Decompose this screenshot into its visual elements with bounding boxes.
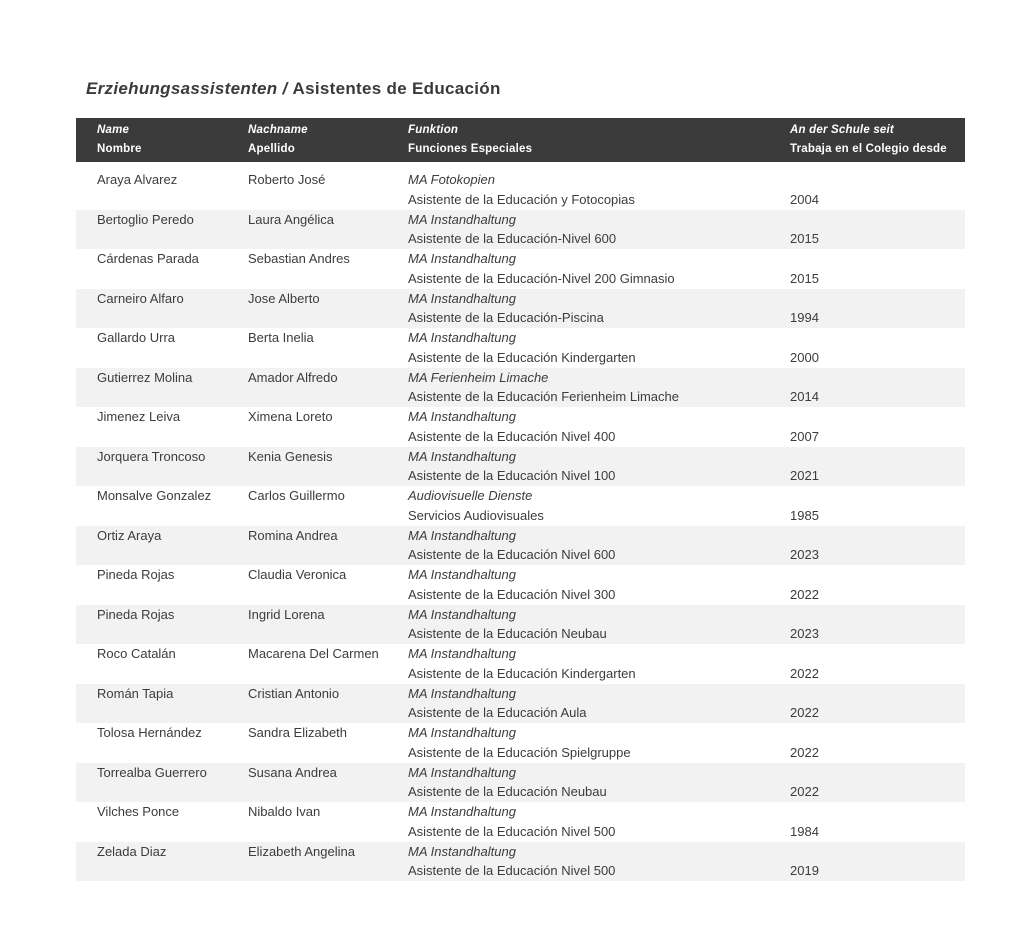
cell-function-german: MA Instandhaltung: [408, 409, 516, 424]
cell-function-spanish: Asistente de la Educación Nivel 500: [408, 863, 616, 879]
cell-function-spanish: Asistente de la Educación-Nivel 600: [408, 231, 617, 247]
cell-name: Zelada Diaz: [97, 843, 167, 859]
table-row: [76, 842, 965, 882]
cell-function-spanish: Asistente de la Educación Nivel 500: [408, 823, 616, 839]
cell-name: Roco Catalán: [97, 646, 176, 661]
cell-function-german: MA Instandhaltung: [408, 725, 516, 740]
table-row: [76, 723, 965, 763]
cell-function-german: MA Instandhaltung: [408, 804, 516, 819]
table-row: [76, 368, 965, 408]
cell-function-german: MA Instandhaltung: [408, 211, 516, 227]
cell-name: Torrealba Guerrero: [97, 764, 207, 780]
table-row: [76, 763, 965, 803]
staff-table: [76, 118, 965, 881]
cell-function-spanish: Asistente de la Educación Spielgruppe: [408, 744, 631, 760]
cell-year-since: 2014: [790, 389, 819, 405]
cell-name: Ortiz Araya: [97, 527, 162, 543]
table-row: [76, 605, 965, 645]
cell-function-spanish: Asistente de la Educación Kindergarten: [408, 665, 636, 681]
cell-name: Monsalve Gonzalez: [97, 488, 212, 503]
table-row: [76, 249, 965, 289]
cell-name: Vilches Ponce: [97, 804, 180, 819]
page-title: [86, 79, 501, 99]
cell-name: Gutierrez Molina: [97, 369, 193, 385]
column-header-function-es: Funciones Especiales: [408, 143, 533, 155]
cell-function-spanish: Asistente de la Educación Kindergarten: [408, 349, 636, 365]
cell-year-since: 2022: [790, 586, 819, 602]
cell-function-german: MA Instandhaltung: [408, 567, 516, 582]
cell-surname: Susana Andrea: [248, 764, 337, 780]
cell-function-german: MA Instandhaltung: [408, 448, 516, 464]
cell-year-since: 1994: [790, 310, 819, 326]
cell-function-spanish: Asistente de la Educación Ferienheim Limache: [408, 389, 679, 405]
cell-year-since: 2019: [790, 863, 819, 879]
column-header-since-de: An der Schule seit: [790, 124, 894, 136]
cell-function-spanish: Asistente de la Educación Aula: [408, 705, 587, 721]
page-title-spanish: Asistentes de Educación: [292, 79, 501, 98]
cell-name: Pineda Rojas: [97, 606, 175, 622]
table-row: [76, 447, 965, 487]
cell-year-since: 2022: [790, 705, 819, 721]
cell-function-spanish: Asistente de la Educación Neubau: [408, 784, 607, 800]
cell-year-since: 2004: [790, 191, 819, 207]
column-header-name: [97, 121, 248, 159]
table-body: [76, 170, 965, 881]
cell-surname: Roberto José: [248, 172, 326, 187]
column-header-name-de: Name: [97, 124, 130, 136]
cell-year-since: 1985: [790, 507, 819, 523]
cell-function-spanish: Servicios Audiovisuales: [408, 507, 544, 523]
cell-surname: Jose Alberto: [248, 290, 320, 306]
cell-year-since: 2015: [790, 270, 819, 286]
cell-function-spanish: Asistente de la Educación-Piscina: [408, 310, 604, 326]
cell-name: Tolosa Hernández: [97, 725, 202, 740]
cell-function-spanish: Asistente de la Educación Nivel 600: [408, 547, 616, 563]
table-row: [76, 289, 965, 329]
table-row: [76, 684, 965, 724]
cell-surname: Kenia Genesis: [248, 448, 333, 464]
cell-function-spanish: Asistente de la Educación y Fotocopias: [408, 191, 635, 207]
cell-surname: Sandra Elizabeth: [248, 725, 348, 740]
column-header-surname-es: Apellido: [248, 143, 295, 155]
cell-function-german: MA Fotokopien: [408, 172, 495, 187]
table-row: [76, 644, 965, 684]
cell-function-german: MA Instandhaltung: [408, 330, 516, 345]
column-header-name-es: Nombre: [97, 143, 142, 155]
cell-year-since: 1984: [790, 823, 819, 839]
cell-name: Bertoglio Peredo: [97, 211, 194, 227]
cell-year-since: 2023: [790, 547, 819, 563]
table-row: [76, 407, 965, 447]
cell-surname: Berta Inelia: [248, 330, 314, 345]
cell-year-since: 2022: [790, 744, 819, 760]
cell-surname: Sebastian Andres: [248, 251, 350, 266]
cell-name: Jorquera Troncoso: [97, 448, 206, 464]
cell-function-german: MA Instandhaltung: [408, 527, 516, 543]
table-row: [76, 170, 965, 210]
cell-surname: Amador Alfredo: [248, 369, 338, 385]
cell-surname: Elizabeth Angelina: [248, 843, 355, 859]
cell-function-german: MA Instandhaltung: [408, 685, 516, 701]
cell-function-german: MA Instandhaltung: [408, 764, 516, 780]
column-header-surname: [248, 121, 408, 159]
cell-year-since: 2022: [790, 784, 819, 800]
cell-year-since: 2023: [790, 626, 819, 642]
table-row: [76, 328, 965, 368]
cell-function-spanish: Asistente de la Educación Nivel 300: [408, 586, 616, 602]
column-header-function: [408, 121, 790, 159]
cell-year-since: 2007: [790, 428, 819, 444]
cell-surname: Romina Andrea: [248, 527, 338, 543]
cell-surname: Nibaldo Ivan: [248, 804, 321, 819]
cell-function-german: MA Instandhaltung: [408, 606, 516, 622]
cell-year-since: 2000: [790, 349, 819, 365]
cell-function-german: Audiovisuelle Dienste: [408, 488, 533, 503]
cell-function-german: MA Ferienheim Limache: [408, 369, 549, 385]
cell-function-spanish: Asistente de la Educación Neubau: [408, 626, 607, 642]
table-header-row: [76, 118, 965, 162]
cell-function-german: MA Instandhaltung: [408, 646, 516, 661]
cell-function-spanish: Asistente de la Educación Nivel 100: [408, 468, 616, 484]
cell-name: Gallardo Urra: [97, 330, 176, 345]
cell-year-since: 2015: [790, 231, 819, 247]
page-title-german: Erziehungsassistenten /: [86, 79, 293, 98]
column-header-function-de: Funktion: [408, 124, 459, 136]
cell-surname: Macarena Del Carmen: [248, 646, 379, 661]
table-row: [76, 210, 965, 250]
column-header-since: [790, 121, 965, 159]
cell-function-spanish: Asistente de la Educación Nivel 400: [408, 428, 616, 444]
table-row: [76, 565, 965, 605]
cell-surname: Ingrid Lorena: [248, 606, 325, 622]
cell-surname: Laura Angélica: [248, 211, 335, 227]
cell-function-spanish: Asistente de la Educación-Nivel 200 Gimnasio: [408, 270, 675, 286]
cell-name: Cárdenas Parada: [97, 251, 199, 266]
column-header-since-es: Trabaja en el Colegio desde: [790, 143, 947, 155]
cell-function-german: MA Instandhaltung: [408, 290, 516, 306]
table-row: [76, 802, 965, 842]
table-row: [76, 526, 965, 566]
table-row: [76, 486, 965, 526]
cell-year-since: 2021: [790, 468, 819, 484]
cell-name: Román Tapia: [97, 685, 174, 701]
cell-name: Jimenez Leiva: [97, 409, 181, 424]
cell-name: Araya Alvarez: [97, 172, 178, 187]
cell-surname: Cristian Antonio: [248, 685, 340, 701]
cell-name: Carneiro Alfaro: [97, 290, 184, 306]
cell-name: Pineda Rojas: [97, 567, 175, 582]
cell-function-german: MA Instandhaltung: [408, 843, 516, 859]
cell-surname: Ximena Loreto: [248, 409, 333, 424]
cell-function-german: MA Instandhaltung: [408, 251, 516, 266]
column-header-surname-de: Nachname: [248, 124, 308, 136]
cell-year-since: 2022: [790, 665, 819, 681]
cell-surname: Carlos Guillermo: [248, 488, 345, 503]
cell-surname: Claudia Veronica: [248, 567, 347, 582]
